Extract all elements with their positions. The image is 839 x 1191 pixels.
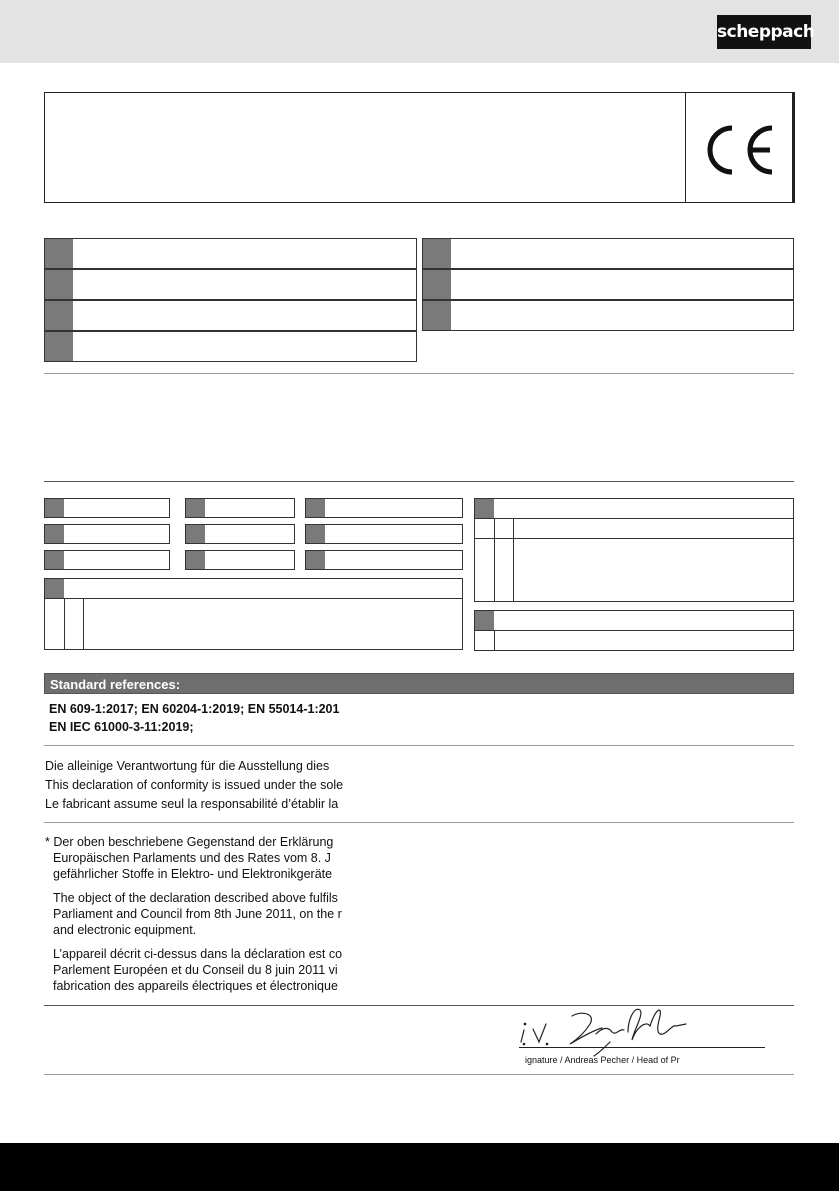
signature-caption: ignature / Andreas Pecher / Head of Pr <box>525 1055 680 1065</box>
directive-box <box>185 550 295 570</box>
scheppach-logo: scheppach <box>717 15 811 49</box>
header-bar <box>0 0 839 63</box>
directive-detail-box <box>474 518 794 539</box>
ce-mark-cell <box>685 92 793 203</box>
rohs-en: and electronic equipment. <box>53 923 197 937</box>
divider <box>44 481 794 482</box>
info-row <box>422 269 794 300</box>
rohs-fr: L’appareil décrit ci-dessus dans la déclaration est co <box>53 947 343 961</box>
info-row <box>44 269 417 300</box>
rohs-de: Europäischen Parlaments und des Rates vom 8. J <box>53 851 331 865</box>
directive-box <box>305 550 463 570</box>
info-row <box>44 238 417 269</box>
responsibility-fr: Le fabricant assume seul la responsabilité d’établir la <box>45 797 339 811</box>
directive-box <box>185 524 295 544</box>
directive-box <box>185 498 295 518</box>
responsibility-en: This declaration of conformity is issued under the sole <box>45 778 344 792</box>
info-row <box>44 331 417 362</box>
rohs-en: The object of the declaration described above fulfils <box>53 891 338 905</box>
standards-line: EN 609-1:2017; EN 60204-1:2019; EN 55014-1:201 <box>49 702 340 716</box>
directive-box <box>44 524 170 544</box>
directive-box <box>474 498 794 519</box>
directive-box <box>305 498 463 518</box>
ce-mark-icon <box>686 92 794 203</box>
divider <box>44 373 794 374</box>
directive-box <box>44 550 170 570</box>
responsibility-de: Die alleinige Verantwortung für die Ausstellung dies <box>45 759 330 773</box>
info-row <box>422 300 794 331</box>
directive-detail-box <box>44 598 463 650</box>
divider <box>44 1074 794 1075</box>
directive-detail-box <box>474 538 794 602</box>
rohs-de: gefährlicher Stoffe in Elektro- und Elektronikgeräte <box>53 867 333 881</box>
directive-box <box>305 524 463 544</box>
directive-box <box>44 498 170 518</box>
declaration-title-box <box>44 92 793 203</box>
rohs-en: Parliament and Council from 8th June 2011, on the r <box>53 907 342 921</box>
directive-detail-box <box>474 630 794 651</box>
info-row <box>422 238 794 269</box>
divider <box>44 822 794 823</box>
divider <box>44 745 794 746</box>
directive-box <box>44 578 463 599</box>
footer-bar <box>0 1143 839 1191</box>
info-row <box>44 300 417 331</box>
rohs-de: * Der oben beschriebene Gegenstand der Erklärung <box>45 835 334 849</box>
standard-references-heading: Standard references: <box>44 673 794 694</box>
signature-line <box>519 1047 765 1048</box>
directive-box <box>474 610 794 631</box>
rohs-fr: Parlement Européen et du Conseil du 8 juin 2011 vi <box>53 963 338 977</box>
rohs-fr: fabrication des appareils électriques et électronique <box>53 979 338 993</box>
standards-line: EN IEC 61000-3-11:2019; <box>49 720 194 734</box>
